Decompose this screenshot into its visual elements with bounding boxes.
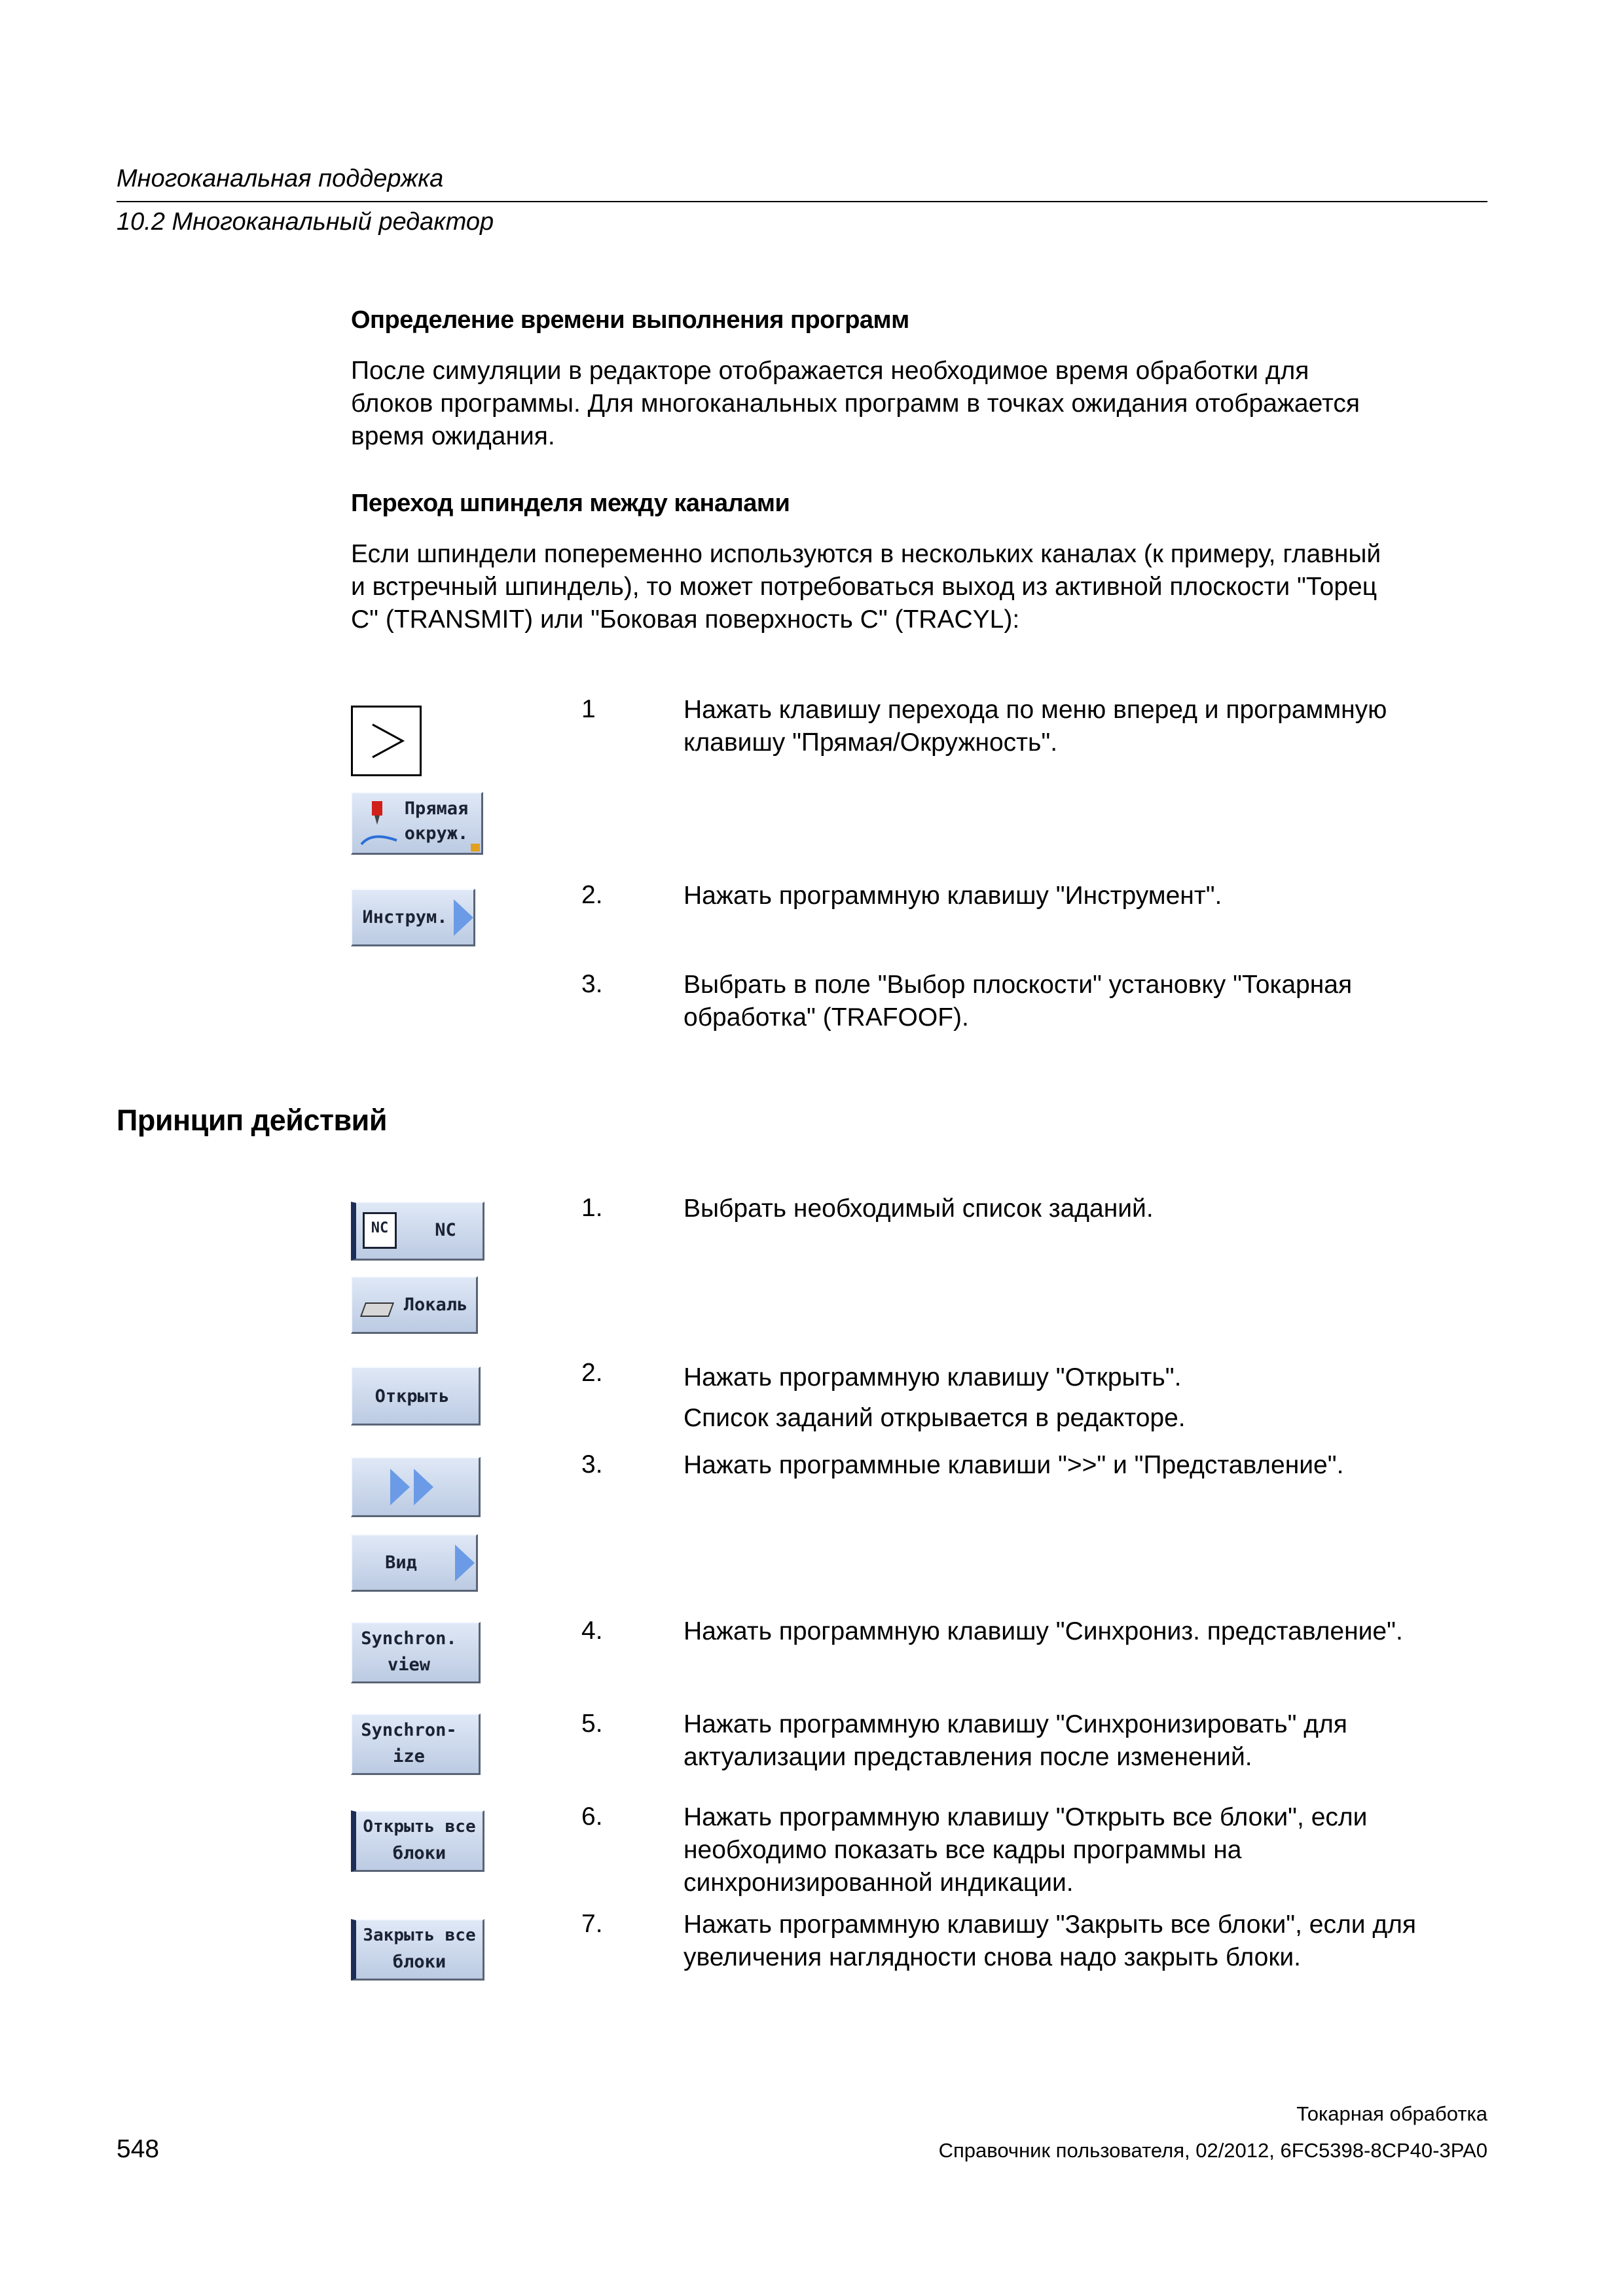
step-text	[684, 1615, 1623, 1648]
open-all-blocks-softkey[interactable]	[351, 1810, 484, 1872]
step-line: Список заданий открывается в редакторе.	[684, 1404, 1186, 1432]
view-softkey[interactable]	[351, 1534, 478, 1592]
step-line: Нажать программную клавишу "Открыть".	[684, 1363, 1182, 1391]
open-softkey[interactable]	[351, 1367, 481, 1426]
step-line: Нажать программную клавишу "Синхрониз. представление".	[684, 1617, 1403, 1645]
step-number: 6.	[581, 1803, 603, 1831]
paragraph-spindle	[351, 538, 1381, 636]
step-line: Нажать программную клавишу "Синхронизировать" для	[684, 1710, 1347, 1738]
step-text	[684, 880, 1623, 912]
arrow-right-icon	[390, 1469, 410, 1505]
page-number: 548	[117, 2135, 160, 2163]
softkey-label: Открыть все	[363, 1817, 476, 1837]
section-title-runtime: Определение времени выполнения программ	[351, 306, 909, 334]
step-line: синхронизированной индикации.	[684, 1869, 1074, 1897]
step-text	[684, 1449, 1623, 1482]
step-number: 3.	[581, 970, 603, 998]
softkey-label: ize	[393, 1746, 425, 1767]
softkey-label: Закрыть все	[363, 1926, 476, 1945]
step-number: 7.	[581, 1910, 603, 1938]
local-softkey[interactable]	[351, 1276, 478, 1334]
step-text	[684, 1909, 1623, 1974]
step-line: актуализации представления после изменений.	[684, 1743, 1252, 1771]
sync-view-softkey[interactable]	[351, 1622, 481, 1683]
paragraph-line: блоков программы. Для многоканальных программ в точках ожидания отображается	[351, 389, 1360, 418]
paragraph-line: После симуляции в редакторе отображается необходимое время обработки для	[351, 357, 1309, 385]
menu-forward-key[interactable]	[351, 706, 422, 776]
step-line: необходимо показать все кадры программы на	[684, 1836, 1242, 1864]
tool-softkey[interactable]	[351, 889, 475, 946]
softkey-label: блоки	[392, 1952, 447, 1972]
arrow-right-icon	[455, 1545, 475, 1581]
paragraph-line: C" (TRANSMIT) или "Боковая поверхность C" (TRACYL):	[351, 605, 1020, 634]
step-text	[684, 1801, 1623, 1899]
softkey-label: Локаль	[403, 1295, 468, 1315]
paragraph-runtime	[351, 355, 1360, 453]
corner-marker-icon	[471, 844, 480, 852]
step-text	[684, 1357, 1623, 1439]
header-rule	[117, 201, 1487, 202]
synchronize-softkey[interactable]	[351, 1713, 481, 1775]
nc-softkey[interactable]	[351, 1202, 484, 1261]
step-text	[684, 1193, 1623, 1225]
step-line: Нажать программную клавишу "Закрыть все блоки", если для	[684, 1910, 1416, 1939]
step-line: обработка" (TRAFOOF).	[684, 1003, 969, 1031]
section-title-procedure: Принцип действий	[117, 1103, 387, 1137]
step-line: Нажать клавишу перехода по меню вперед и программную	[684, 696, 1387, 724]
step-line: Выбрать в поле "Выбор плоскости" установку "Токарная	[684, 971, 1353, 999]
softkey-label: NC	[435, 1220, 456, 1240]
running-header-chapter: Многоканальная поддержка	[117, 165, 444, 192]
footer-book-title: Токарная обработка	[1296, 2102, 1487, 2125]
step-number: 2.	[581, 881, 603, 909]
paragraph-line: и встречный шпиндель), то может потребоваться выход из активной плоскости "Торец	[351, 573, 1377, 601]
arrow-right-icon	[414, 1469, 433, 1505]
drive-icon	[360, 1302, 394, 1317]
paragraph-line: Если шпиндели попеременно используются в нескольких каналах (к примеру, главный	[351, 540, 1381, 568]
footer-reference: Справочник пользователя, 02/2012, 6FC5398-8CP40-3PA0	[938, 2139, 1487, 2162]
forward-softkey[interactable]	[351, 1457, 481, 1517]
section-title-spindle: Переход шпинделя между каналами	[351, 490, 790, 517]
step-number: 1	[581, 695, 596, 723]
step-text	[684, 1708, 1623, 1774]
document-icon: NC	[363, 1212, 397, 1249]
softkey-label: Synchron-	[361, 1720, 457, 1740]
step-number: 5.	[581, 1710, 603, 1738]
step-number: 1.	[581, 1194, 603, 1222]
softkey-label: view	[387, 1655, 431, 1675]
step-line: Нажать программные клавиши ">>" и "Представление".	[684, 1451, 1344, 1479]
step-line: Нажать программную клавишу "Открыть все блоки", если	[684, 1803, 1368, 1831]
step-number: 4.	[581, 1617, 603, 1645]
softkey-label: Открыть	[374, 1386, 450, 1407]
step-number: 3.	[581, 1450, 603, 1479]
running-header-section: 10.2 Многоканальный редактор	[117, 208, 494, 236]
softkey-label: Synchron.	[361, 1628, 457, 1649]
step-number: 2.	[581, 1359, 603, 1387]
step-line: Нажать программную клавишу "Инструмент".	[684, 882, 1222, 910]
step-text	[684, 969, 1623, 1034]
arrow-right-icon	[454, 899, 473, 936]
line-circle-softkey[interactable]	[351, 792, 483, 855]
softkey-label: Вид	[385, 1552, 417, 1573]
chevron-right-icon	[353, 708, 420, 774]
paragraph-line: время ожидания.	[351, 422, 555, 450]
close-all-blocks-softkey[interactable]	[351, 1919, 484, 1981]
step-line: увеличения наглядности снова надо закрыть блоки.	[684, 1943, 1302, 1971]
softkey-label: Прямая	[404, 798, 469, 819]
step-text	[684, 694, 1623, 759]
softkey-label: Инструм.	[362, 907, 448, 927]
step-line: Выбрать необходимый список заданий.	[684, 1194, 1154, 1223]
step-line: клавишу "Прямая/Окружность".	[684, 728, 1058, 757]
softkey-label: окруж.	[404, 823, 469, 844]
softkey-label: блоки	[392, 1843, 447, 1863]
